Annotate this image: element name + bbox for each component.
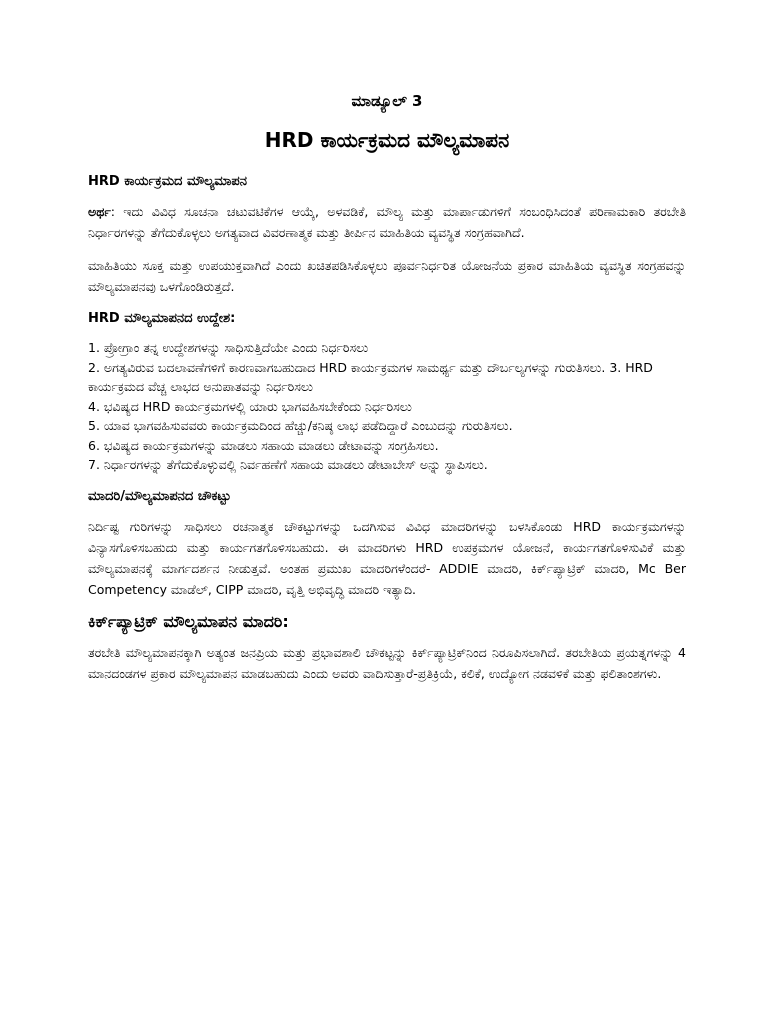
list-item: 6. ಭವಿಷ್ಯದ ಕಾರ್ಯಕ್ರಮಗಳನ್ನು ಮಾಡಲು ಸಹಾಯ ಮಾಡಲು ಡೇಟಾವನ್ನು ಸಂಗ್ರಹಿಸಲು.	[88, 437, 439, 453]
section-heading-evaluation: HRD ಕಾರ್ಯಕ್ರಮದ ಮೌಲ್ಯಮಾಪನ	[88, 174, 247, 189]
list-item: 2. ಅಗತ್ಯವಿರುವ ಬದಲಾವಣೆಗಳಿಗೆ ಕಾರಣವಾಗಬಹುದಾದ HRD ಕಾರ್ಯಕ್ರಮಗಳ ಸಾಮರ್ಥ್ಯ ಮತ್ತು ದೌರ್ಬಲ್ಯಗಳನ್ನು ಗುರುತಿಸಲು. 3. HRD ಕಾರ್ಯಕ್ರಮದ ವೆಚ್ಚ ಲಾಭದ ಅನುಪಾತವನ್ನು ನಿರ್ಧರಿಸಲು	[88, 359, 653, 394]
evaluation-paragraph: ಮಾಹಿತಿಯು ಸೂಕ್ತ ಮತ್ತು ಉಪಯುಕ್ತವಾಗಿದೆ ಎಂದು ಖಚಿತಪಡಿಸಿಕೊಳ್ಳಲು ಪೂರ್ವನಿರ್ಧರಿತ ಯೋಜನೆಯ ಪ್ರಕಾರ ಮಾಹಿತಿಯ ವ್ಯವಸ್ಥಿತ ಸಂಗ್ರಹವನ್ನು ಮೌಲ್ಯಮಾಪನವು ಒಳಗೊಂಡಿರುತ್ತದೆ.	[88, 258, 686, 294]
meaning-text: : ಇದು ವಿವಿಧ ಸೂಚನಾ ಚಟುವಟಿಕೆಗಳ ಆಯ್ಕೆ, ಅಳವಡಿಕೆ, ಮೌಲ್ಯ ಮತ್ತು ಮಾರ್ಪಾಡುಗಳಿಗೆ ಸಂಬಂಧಿಸಿದಂತೆ ಪರಿಣಾಮಕಾರಿ ತರಬೇತಿ ನಿರ್ಧಾರಗಳನ್ನು ತೆಗೆದುಕೊಳ್ಳಲು ಅಗತ್ಯವಾದ ವಿವರಣಾತ್ಮಕ ಮತ್ತು ತೀರ್ಪಿನ ಮಾಹಿತಿಯ ವ್ಯವಸ್ಥಿತ ಸಂಗ್ರಹವಾಗಿದೆ.	[88, 204, 686, 240]
module-title: ಮಾಡ್ಯೂಲ್ 3	[351, 92, 423, 110]
section-heading-purpose: HRD ಮೌಲ್ಯಮಾಪನದ ಉದ್ದೇಶ:	[88, 311, 236, 326]
framework-paragraph: ನಿರ್ದಿಷ್ಟ ಗುರಿಗಳನ್ನು ಸಾಧಿಸಲು ರಚನಾತ್ಮಕ ಚೌಕಟ್ಟುಗಳನ್ನು ಒದಗಿಸುವ ವಿವಿಧ ಮಾದರಿಗಳನ್ನು ಬಳಸಿಕೊಂಡು HRD ಕಾರ್ಯಕ್ರಮಗಳನ್ನು ವಿನ್ಯಾಸಗೊಳಿಸಬಹುದು ಮತ್ತು ಕಾರ್ಯಗತಗೊಳಿಸಬಹುದು. ಈ ಮಾದರಿಗಳು HRD ಉಪಕ್ರಮಗಳ ಯೋಜನೆ, ಕಾರ್ಯಗತಗೊಳಿಸುವಿಕೆ ಮತ್ತು ಮೌಲ್ಯಮಾಪನಕ್ಕೆ ಮಾರ್ಗದರ್ಶನ ನೀಡುತ್ತವೆ. ಅಂತಹ ಪ್ರಮುಖ ಮಾದರಿಗಳೆಂದರೆ- ADDIE ಮಾದರಿ, ಕಿರ್ಕ್‌ಪ್ಯಾಟ್ರಿಕ್ ಮಾದರಿ, Mc Ber Competency ಮಾಡೆಲ್, CIPP ಮಾದರಿ, ವೃತ್ತಿ ಅಭಿವೃದ್ಧಿ ಮಾದರಿ ಇತ್ಯಾದಿ.	[88, 518, 686, 597]
page-title: HRD ಕಾರ್ಯಕ್ರಮದ ಮೌಲ್ಯಮಾಪನ	[264, 128, 510, 152]
list-item: 7. ನಿರ್ಧಾರಗಳನ್ನು ತೆಗೆದುಕೊಳ್ಳುವಲ್ಲಿ ನಿರ್ವಹಣೆಗೆ ಸಹಾಯ ಮಾಡಲು ಡೇಟಾಬೇಸ್ ಅನ್ನು ಸ್ಥಾಪಿಸಲು.	[88, 457, 488, 472]
section-heading-framework: ಮಾದರಿ/ಮೌಲ್ಯಮಾಪನದ ಚೌಕಟ್ಟು	[88, 488, 231, 504]
meaning-label: ಅರ್ಥ	[88, 204, 111, 219]
list-item: 5. ಯಾವ ಭಾಗವಹಿಸುವವರು ಕಾರ್ಯಕ್ರಮದಿಂದ ಹೆಚ್ಚು/ಕನಿಷ್ಠ ಲಾಭ ಪಡೆದಿದ್ದಾರೆ ಎಂಬುದನ್ನು ಗುರುತಿಸಲು.	[88, 418, 513, 433]
list-item: 4. ಭವಿಷ್ಯದ HRD ಕಾರ್ಯಕ್ರಮಗಳಲ್ಲಿ ಯಾರು ಭಾಗವಹಿಸಬೇಕೆಂದು ನಿರ್ಧರಿಸಲು	[88, 398, 412, 414]
meaning-paragraph	[88, 201, 686, 243]
list-item: 1. ಪ್ರೋಗ್ರಾಂ ತನ್ನ ಉದ್ದೇಶಗಳನ್ನು ಸಾಧಿಸುತ್ತಿದೆಯೇ ಎಂದು ನಿರ್ಧರಿಸಲು	[88, 340, 369, 355]
kirkpatrick-paragraph: ತರಬೇತಿ ಮೌಲ್ಯಮಾಪನಕ್ಕಾಗಿ ಅತ್ಯಂತ ಜನಪ್ರಿಯ ಮತ್ತು ಪ್ರಭಾವಶಾಲಿ ಚೌಕಟ್ಟನ್ನು ಕಿರ್ಕ್‌ಪ್ಯಾಟ್ರಿಕ್‌ನಿಂದ ನಿರೂಪಿಸಲಾಗಿದೆ. ತರಬೇತಿಯ ಪ್ರಯತ್ನಗಳನ್ನು 4 ಮಾನದಂಡಗಳ ಪ್ರಕಾರ ಮೌಲ್ಯಮಾಪನ ಮಾಡಬಹುದು ಎಂದು ಅವರು ವಾದಿಸುತ್ತಾರೆ-ಪ್ರತಿಕ್ರಿಯೆ, ಕಲಿಕೆ, ಉದ್ಯೋಗ ನಡವಳಿಕೆ ಮತ್ತು ಫಲಿತಾಂಶಗಳು.	[88, 644, 686, 681]
section-heading-kirkpatrick: ಕಿರ್ಕ್‌ಪ್ಯಾಟ್ರಿಕ್ ಮೌಲ್ಯಮಾಪನ ಮಾದರಿ:	[88, 611, 289, 631]
purpose-list	[88, 338, 686, 475]
